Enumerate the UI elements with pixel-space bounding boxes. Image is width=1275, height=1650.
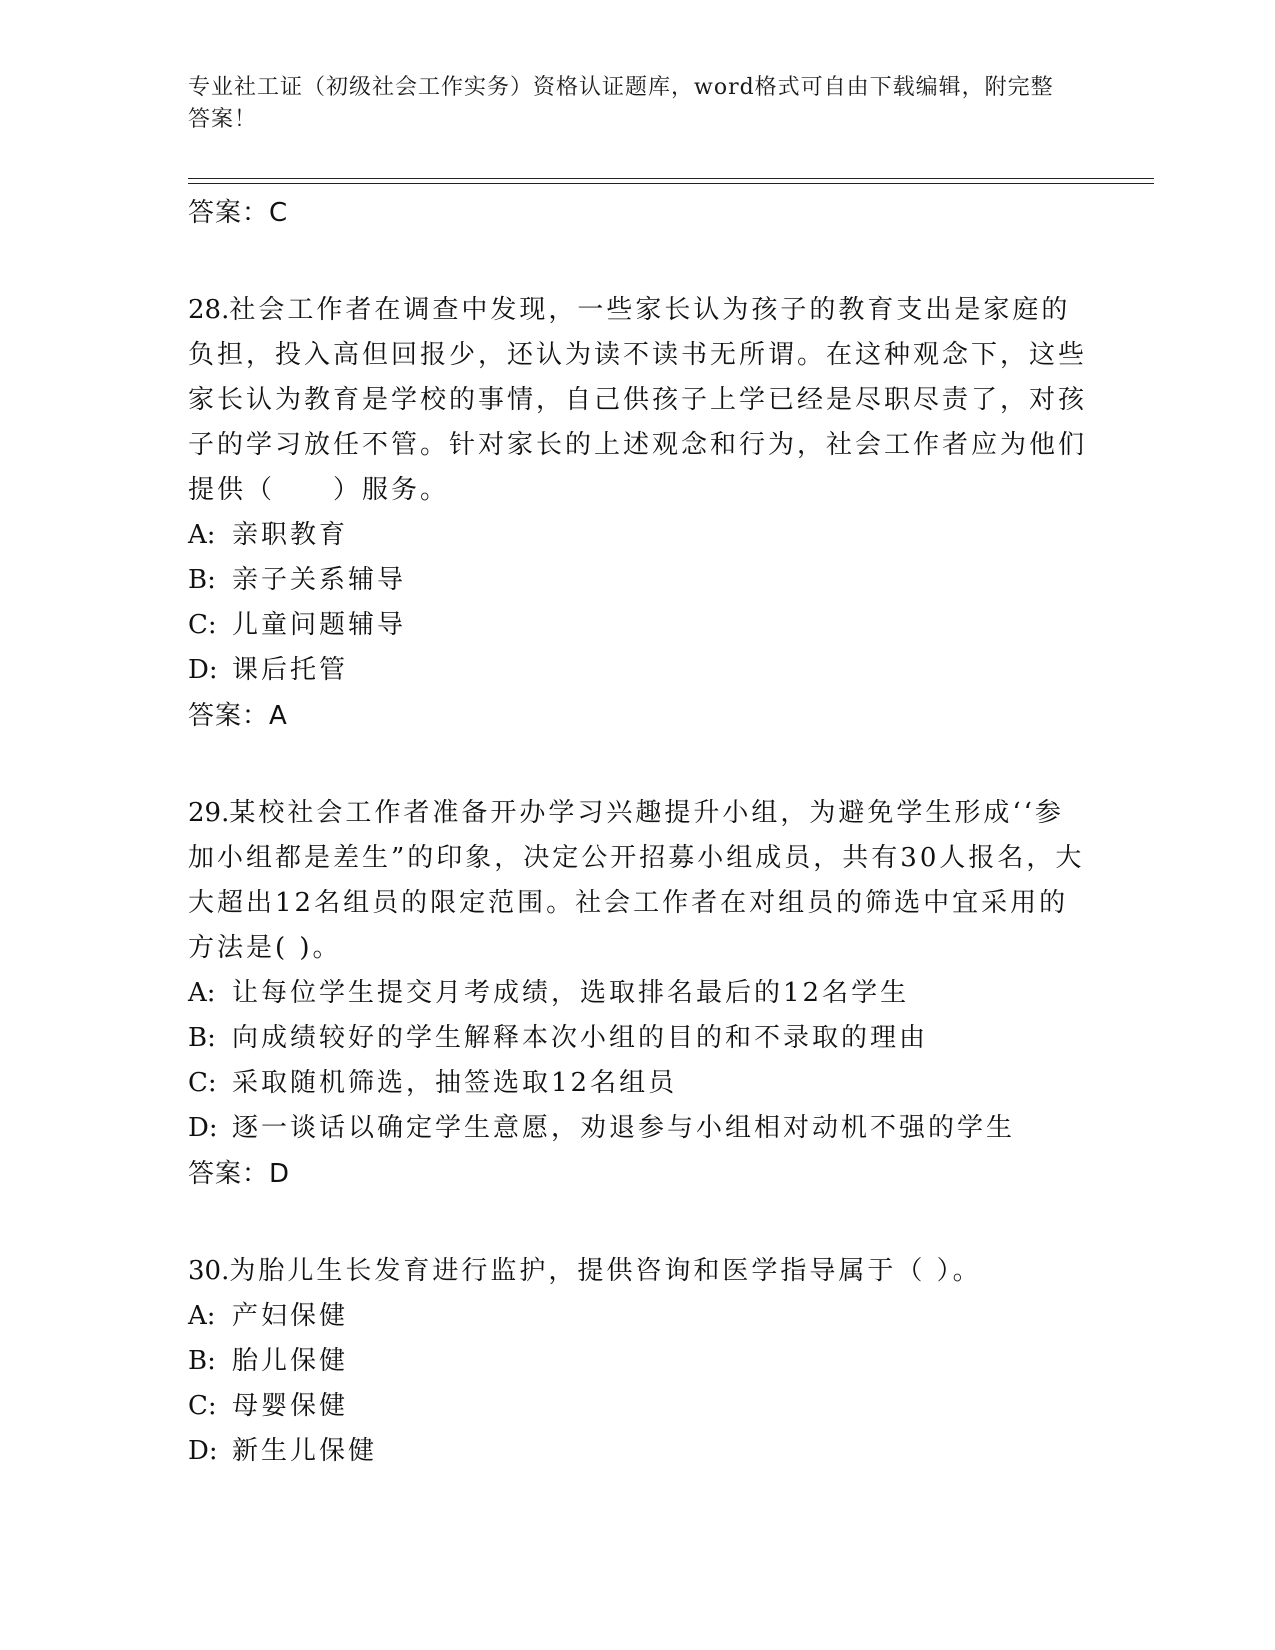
header-text: 专业社工证（初级社会工作实务）资格认证题库，word格式可自由下载编辑，附完整答案！ [188,75,1054,132]
page-header [188,72,1068,136]
question-29 [188,791,1088,1197]
question-number: 30. [188,1256,230,1286]
option-key: C: [188,1391,217,1421]
question-text: 某校社会工作者准备开办学习兴趣提升小组，为避免学生形成‘‘参加小组都是差生”的印象，决定公开招募小组成员，共有30人报名，大大超出12名组员的限定范围。社会工作者在对组员的筛选中宜采用的方法是( )。 [188,798,1085,963]
option-text: 胎儿保健 [232,1346,349,1376]
question-30 [188,1249,1088,1474]
question-28 [188,288,1088,739]
question-number: 29. [188,798,230,828]
header-divider [188,178,1154,184]
option-key: C: [188,1068,217,1098]
answer-line [188,693,1088,739]
answer-label: 答案： [188,198,270,228]
option-key: D: [188,1113,218,1143]
option-text: 儿童问题辅导 [232,610,407,640]
option-b [188,558,1088,603]
question-stem [188,288,1088,513]
option-a [188,971,1088,1016]
answer-value: D [269,1159,291,1189]
question-text: 为胎儿生长发育进行监护，提供咨询和医学指导属于（ ）。 [229,1256,982,1286]
option-c [188,1384,1088,1429]
option-text: 逐一谈话以确定学生意愿，劝退参与小组相对动机不强的学生 [232,1113,1016,1143]
option-key: D: [188,655,218,685]
answer-value: C [269,198,289,228]
option-c [188,1061,1088,1106]
question-stem [188,791,1088,971]
answer-line [188,1151,1088,1197]
option-a [188,1294,1088,1339]
option-text: 产妇保健 [232,1301,349,1331]
question-number: 28. [188,295,230,325]
option-text: 让每位学生提交月考成绩，选取排名最后的12名学生 [232,978,910,1008]
option-key: D: [188,1436,218,1466]
answer-line [188,190,1088,236]
option-d [188,648,1088,693]
question-stem [188,1249,1088,1294]
option-key: B: [188,1346,216,1376]
option-key: B: [188,565,216,595]
option-key: A: [188,978,216,1008]
option-key: B: [188,1023,216,1053]
option-key: A: [188,1301,216,1331]
option-b [188,1016,1088,1061]
option-text: 课后托管 [232,655,349,685]
option-d [188,1106,1088,1151]
document-body [188,190,1088,1474]
option-d [188,1429,1088,1474]
option-text: 采取随机筛选，抽签选取12名组员 [232,1068,678,1098]
answer-label: 答案： [188,701,270,731]
answer-value: A [269,701,288,731]
question-text: 社会工作者在调查中发现，一些家长认为孩子的教育支出是家庭的负担，投入高但回报少，还认为读不读书无所谓。在这种观念下，这些家长认为教育是学校的事情，自己供孩子上学已经是尽职尽责了，对孩子的学习放任不管。针对家长的上述观念和行为，社会工作者应为他们提供（ ）服务。 [188,295,1088,505]
option-text: 亲职教育 [232,520,349,550]
option-text: 向成绩较好的学生解释本次小组的目的和不录取的理由 [232,1023,929,1053]
option-key: C: [188,610,217,640]
option-text: 母婴保健 [232,1391,349,1421]
option-b [188,1339,1088,1384]
option-text: 新生儿保健 [232,1436,378,1466]
option-key: A: [188,520,216,550]
answer-label: 答案： [188,1159,270,1189]
option-a [188,513,1088,558]
option-c [188,603,1088,648]
option-text: 亲子关系辅导 [232,565,407,595]
